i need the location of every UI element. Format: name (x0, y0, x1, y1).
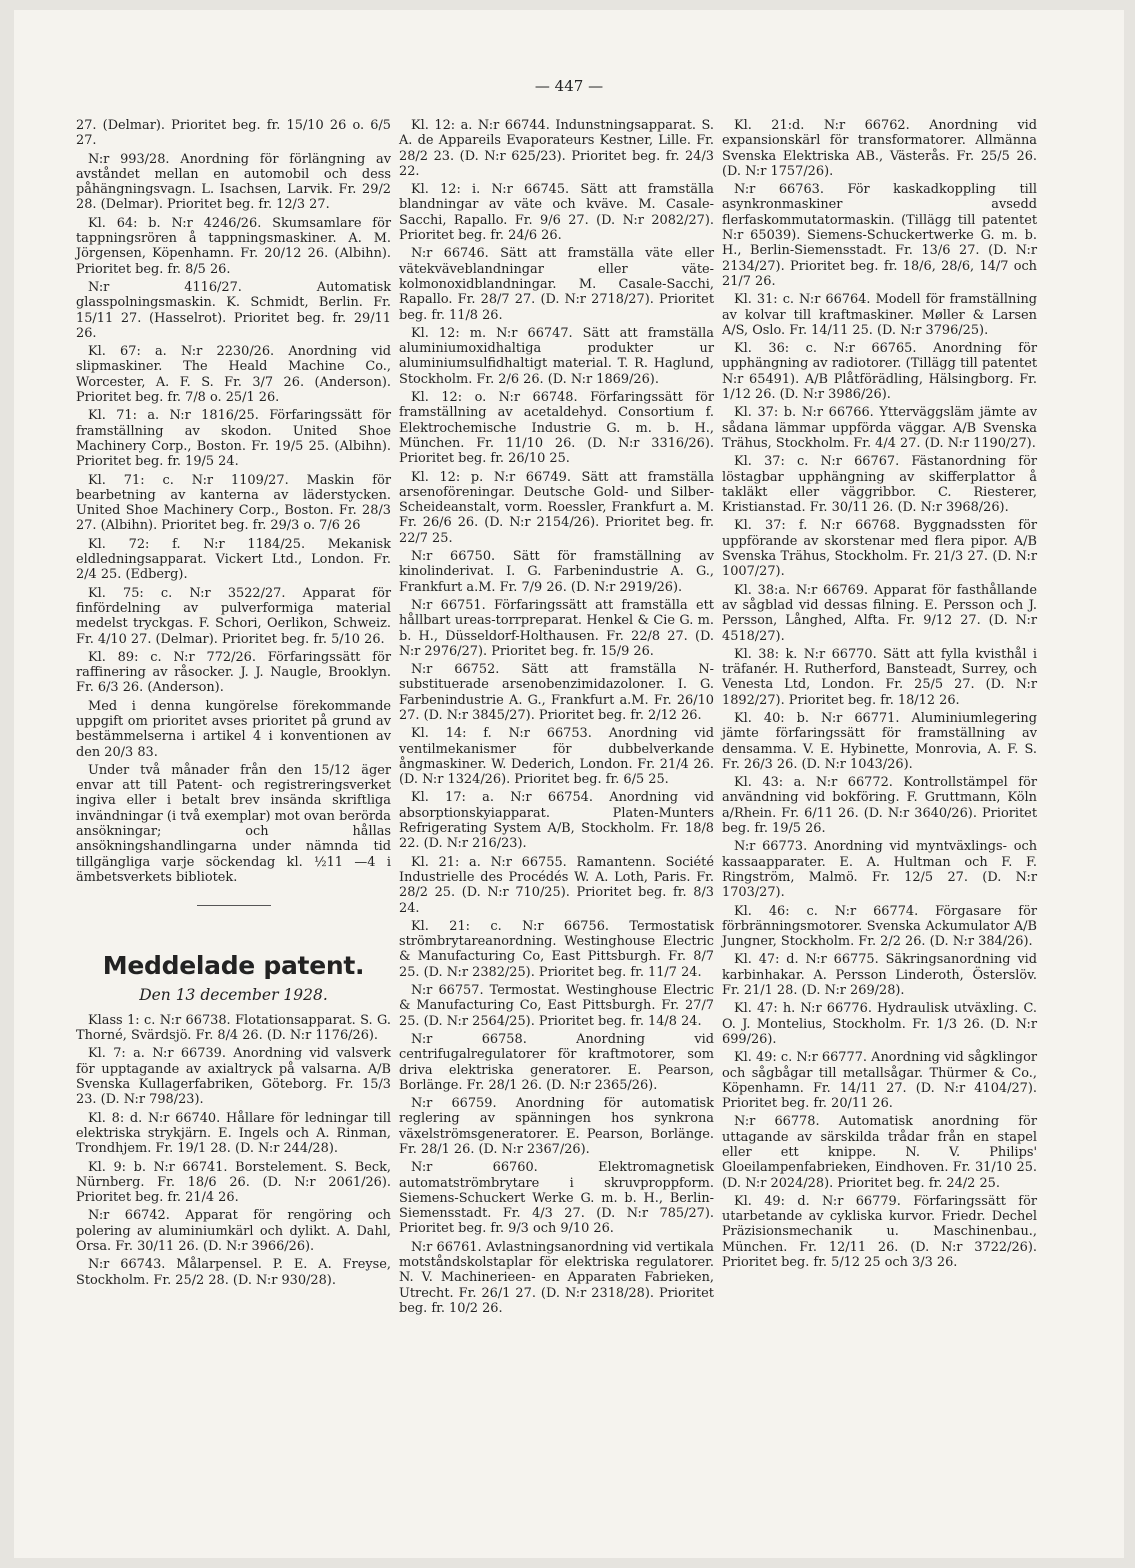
entry-p9: Kl. 75: c. N:r 3522/27. Apparat för finfördelning av pulverformiga material medelst tryckgas. F. Schori, Oerlikon, Schweiz. Fr. 4/10 27. (Delmar). Prioritet beg. fr. 5/10 26. (76, 585, 391, 647)
entry-r6: Kl. 12: p. N:r 66749. Sätt att framställa arsenoföreningar. Deutsche Gold- und Silber-Scheideanstalt, vorm. Roessler, Frankfurt a. M. Fr. 26/6 26. (D. N:r 2154/26). Prioritet beg. fr. 22/7 25. (399, 469, 714, 546)
entry-r11: Kl. 17: a. N:r 66754. Anordning vid absorptionskyiapparat. Platen-Munters Refrigerating System A/B, Stockholm. Fr. 18/8 22. (D. N:r 216/23). (399, 790, 714, 852)
entry-s12: N:r 66773. Anordning vid myntväxlings- och kassaapparater. E. A. Hultman och F. F. Ringström, Malmö. Fr. 12/5 27. (D. N:r 1703/27). (722, 839, 1037, 901)
entry-q1: Klass 1: c. N:r 66738. Flotationsapparat. S. G. Thorné, Svärdsjö. Fr. 8/4 26. (D. N:r 1176/26). (76, 1012, 391, 1044)
col1-entries (76, 118, 391, 885)
entry-q5: N:r 66742. Apparat för rengöring och polering av aluminiumkärl och dylikt. A. Dahl, Orsa. Fr. 30/11 26. (D. N:r 3966/26). (76, 1208, 391, 1254)
entry-s18: Kl. 49: d. N:r 66779. Förfaringssätt för utarbetande av cykliska kurvor. Friedr. Dechel Präzisionsmechanik u. Maschinenbau., München. Fr. 12/11 26. (D. N:r 3722/26). Prioritet beg. fr. 5/12 25 och 3/3 26. (722, 1193, 1037, 1271)
entry-s4: Kl. 36: c. N:r 66765. Anordning för upphängning av radiotorer. (Tillägg till patentet N:r 65491). A/B Plåtförädling, Hälsingborg. Fr. 1/12 26. (D. N:r 3986/26). (722, 341, 1037, 403)
entry-p4: N:r 4116/27. Automatisk glasspolningsmaskin. K. Schmidt, Berlin. Fr. 15/11 27. (Hasselrot). Prioritet beg. fr. 29/11 26. (76, 279, 391, 341)
entry-r18: N:r 66761. Avlastningsanordning vid vertikala motståndskolstaplar för elektriska regulatorer. N. V. Machinerieen- en Apparaten Fabrieken, Utrecht. Fr. 26/1 27. (D. N:r 2318/28). Prioritet beg. fr. 10/2 26. (399, 1239, 714, 1316)
document-page (14, 10, 1124, 1558)
entry-r1: Kl. 12: a. N:r 66744. Indunstningsapparat. S. A. de Appareils Evaporateurs Kestner, Lille. Fr. 28/2 23. (D. N:r 625/23). Prioritet beg. fr. 24/3 22. (399, 118, 714, 179)
col3-entries (722, 118, 1037, 1270)
entry-p5: Kl. 67: a. N:r 2230/26. Anordning vid slipmaskiner. The Heald Machine Co., Worcester, A. F. S. Fr. 3/7 26. (Anderson). Prioritet beg. fr. 7/8 o. 25/1 26. (76, 344, 391, 406)
entry-q4: Kl. 9: b. N:r 66741. Borstelement. S. Beck, Nürnberg. Fr. 18/6 26. (D. N:r 2061/26). Prioritet beg. fr. 21/4 26. (76, 1159, 391, 1206)
entry-s7: Kl. 37: f. N:r 66768. Byggnadssten för uppförande av skorstenar med flera pipor. A/B Svenska Trähus, Stockholm. Fr. 21/3 27. (D. N:r 1007/27). (722, 518, 1037, 580)
entry-p10: Kl. 89: c. N:r 772/26. Förfaringssätt för raffinering av råsocker. J. J. Naugle, Brooklyn. Fr. 6/3 26. (Anderson). (76, 649, 391, 696)
entry-s8: Kl. 38:a. N:r 66769. Apparat för fasthållande av sågblad vid dessas filning. E. Persson och J. Persson, Långhed, Alfta. Fr. 9/12 27. (D. N:r 4518/27). (722, 582, 1037, 644)
entry-r3: N:r 66746. Sätt att framställa väte eller vätekväveblandningar eller väte-kolmonoxidblandningar. M. Casale-Sacchi, Rapallo. Fr. 28/7 27. (D. N:r 2718/27). Prioritet beg. fr. 11/8 26. (399, 246, 714, 323)
column-2 (399, 118, 714, 1319)
entry-r14: N:r 66757. Termostat. Westinghouse Electric & Manufacturing Co, East Pittsburgh. Fr. 27/7 25. (D. N:r 2564/25). Prioritet beg. fr. 14/8 24. (399, 983, 714, 1029)
entry-r7: N:r 66750. Sätt för framställning av kinolinderivat. I. G. Farbenindustrie A. G., Frankfurt a.M. Fr. 7/9 26. (D. N:r 2919/26). (399, 549, 714, 595)
entry-r12: Kl. 21: a. N:r 66755. Ramantenn. Société Industrielle des Procédés W. A. Loth, Paris. Fr. 28/2 25. (D. N:r 710/25). Prioritet beg. fr. 8/3 24. (399, 854, 714, 916)
entry-r13: Kl. 21: c. N:r 66756. Termostatisk strömbrytareanordning. Westinghouse Electric & Manufacturing Co, East Pittsburgh. Fr. 8/7 25. (D. N:r 2382/25). Prioritet beg. fr. 11/7 24. (399, 918, 714, 980)
entry-p8: Kl. 72: f. N:r 1184/25. Mekanisk eldledningsapparat. Vickert Ltd., London. Fr. 2/4 25. (Edberg). (76, 536, 391, 583)
entry-r9: N:r 66752. Sätt att framställa N-substituerade arsenobenzimidazoloner. I. G. Farbenindustrie A. G., Frankfurt a.M. Fr. 26/10 27. (D. N:r 3845/27). Prioritet beg. fr. 2/12 26. (399, 662, 714, 723)
col1-patent-entries (76, 1013, 391, 1288)
entry-p3: Kl. 64: b. N:r 4246/26. Skumsamlare för tappningsrören å tappningsmaskiner. A. M. Jörgensen, Köpenhamn. Fr. 20/12 26. (Albihn). Prioritet beg. fr. 8/5 26. (76, 215, 391, 277)
entry-s2: N:r 66763. För kaskadkoppling till asynkronmaskiner avsedd flerfaskommutatormaskin. (Tillägg till patentet N:r 65039). Siemens-Schuckertwerke G. m. b. H., Berlin-Siemensstadt. Fr. 13/6 27. (D. N:r 2134/27). Prioritet beg. fr. 18/6, 28/6, 14/7 och 21/7 26. (722, 182, 1037, 289)
entry-r15: N:r 66758. Anordning vid centrifugalregulatorer för kraftmotorer, som driva elektriska generatorer. E. Pearson, Borlänge. Fr. 28/1 26. (D. N:r 2365/26). (399, 1031, 714, 1093)
entry-s11: Kl. 43: a. N:r 66772. Kontrollstämpel för användning vid bokföring. F. Gruttmann, Köln a/Rhein. Fr. 6/11 26. (D. N:r 3640/26). Prioritet beg. fr. 19/5 26. (722, 775, 1037, 837)
section-date: Den 13 december 1928. (139, 985, 328, 1004)
page-number: — 447 — (534, 77, 604, 95)
entry-s15: Kl. 47: h. N:r 66776. Hydraulisk utväxling. C. O. J. Montelius, Stockholm. Fr. 1/3 26. (D. N:r 699/26). (722, 1001, 1037, 1047)
entry-s10: Kl. 40: b. N:r 66771. Aluminiumlegering jämte förfaringssätt för framställning av densamma. V. E. Hybinette, Monrovia, A. F. S. Fr. 26/3 26. (D. N:r 1043/26). (722, 710, 1037, 772)
entry-s13: Kl. 46: c. N:r 66774. Förgasare för förbränningsmotorer. Svenska Ackumulator A/B Jungner, Stockholm. Fr. 2/2 26. (D. N:r 384/26). (722, 903, 1037, 950)
entry-s6: Kl. 37: c. N:r 66767. Fästanordning för löstagbar upphängning av skifferplattor å takläkt eller väggribbor. C. Riesterer, Kristianstad. Fr. 30/11 26. (D. N:r 3968/26). (722, 454, 1037, 516)
entry-p12: Under två månader från den 15/12 äger envar att till Patent- och registreringsverket ingiva eller i betalt brev insända skriftliga invändningar (i två exemplar) mot ovan berörda ansökningar; och hållas ansökningshandlingarna under nämnda tid tillgängliga varje söckendag kl. ½11 —4 i ämbetsverkets bibliotek. (76, 762, 391, 885)
entry-r5: Kl. 12: o. N:r 66748. Förfaringssätt för framställning av acetaldehyd. Consortium f. Elektrochemische Industrie G. m. b. H., München. Fr. 11/10 26. (D. N:r 3316/26). Prioritet beg. fr. 26/10 25. (399, 390, 714, 467)
entry-p7: Kl. 71: c. N:r 1109/27. Maskin för bearbetning av kanterna av läderstycken. United Shoe Machinery Corp., Boston. Fr. 28/3 27. (Albihn). Prioritet beg. fr. 29/3 o. 7/6 26 (76, 472, 391, 534)
entry-s5: Kl. 37: b. N:r 66766. Ytterväggsläm jämte av sådana lämmar uppförda väggar. A/B Svenska Trähus, Stockholm. Fr. 4/4 27. (D. N:r 1190/27). (722, 405, 1037, 451)
column-3 (722, 118, 1037, 1273)
entry-s1: Kl. 21:d. N:r 66762. Anordning vid expansionskärl för transformatorer. Allmänna Svenska Elektriska AB., Västerås. Fr. 25/5 26. (D. N:r 1757/26). (722, 118, 1037, 179)
col2-entries (399, 118, 714, 1316)
entry-r2: Kl. 12: i. N:r 66745. Sätt att framställa blandningar av väte och kväve. M. Casale-Sacchi, Rapallo. Fr. 9/6 27. (D. N:r 2082/27). Prioritet beg. fr. 24/6 26. (399, 182, 714, 244)
entry-r17: N:r 66760. Elektromagnetisk automatströmbrytare i skruvproppform. Siemens-Schuckert Werke G. m. b. H., Berlin-Siemensstadt. Fr. 4/3 27. (D. N:r 785/27). Prioritet beg. fr. 9/3 och 9/10 26. (399, 1160, 714, 1237)
entry-r4: Kl. 12: m. N:r 66747. Sätt att framställa aluminiumoxidhaltiga produkter ur aluminiumsulfidhaltigt material. T. R. Haglund, Stockholm. Fr. 2/6 26. (D. N:r 1869/26). (399, 325, 714, 387)
entry-s3: Kl. 31: c. N:r 66764. Modell för framställning av kolvar till kraftmaskiner. Møller & Larsen A/S, Oslo. Fr. 14/11 25. (D. N:r 3796/25). (722, 292, 1037, 338)
entry-r16: N:r 66759. Anordning för automatisk reglering av spänningen hos synkrona växelströmsgeneratorer. E. Pearson, Borlänge. Fr. 28/1 26. (D. N:r 2367/26). (399, 1096, 714, 1157)
entry-p6: Kl. 71: a. N:r 1816/25. Förfaringssätt för framställning av skodon. United Shoe Machinery Corp., Boston. Fr. 19/5 25. (Albihn). Prioritet beg. fr. 19/5 24. (76, 408, 391, 470)
entry-p11: Med i denna kungörelse förekommande uppgift om prioritet avses prioritet på grund av bestämmelserna i artikel 4 i konventionen av den 20/3 83. (76, 698, 391, 760)
entry-s17: N:r 66778. Automatisk anordning för uttagande av särskilda trådar från en stapel eller ett knippe. N. V. Philips' Gloeilampenfabrieken, Eindhoven. Fr. 31/10 25. (D. N:r 2024/28). Prioritet beg. fr. 24/2 25. (722, 1114, 1037, 1191)
entry-q3: Kl. 8: d. N:r 66740. Hållare för ledningar till elektriska strykjärn. E. Ingels och A. Rinman, Trondhjem. Fr. 19/1 28. (D. N:r 244/28). (76, 1110, 391, 1157)
section-title: Meddelade patent. (102, 951, 365, 981)
entry-q2: Kl. 7: a. N:r 66739. Anordning vid valsverk för upptagande av axialtryck på valsarna. A/B Svenska Kullagerfabriken, Göteborg. Fr. 15/3 23. (D. N:r 798/23). (76, 1046, 391, 1108)
section-divider (197, 905, 271, 906)
entry-r10: Kl. 14: f. N:r 66753. Anordning vid ventilmekanismer för dubbelverkande ångmaskiner. W. Dederich, London. Fr. 21/4 26. (D. N:r 1324/26). Prioritet beg. fr. 6/5 25. (399, 726, 714, 788)
entry-r8: N:r 66751. Förfaringssätt att framställa ett hållbart ureas-torrpreparat. Henkel & Cie G. m. b. H., Düsseldorf-Holthausen. Fr. 22/8 27. (D. N:r 2976/27). Prioritet beg. fr. 15/9 26. (399, 597, 714, 659)
entry-p1: 27. (Delmar). Prioritet beg. fr. 15/10 26 o. 6/5 27. (76, 118, 391, 149)
entry-p2: N:r 993/28. Anordning för förlängning av avståndet mellan en automobil och dess påhängningsvagn. L. Isachsen, Larvik. Fr. 29/2 28. (Delmar). Prioritet beg. fr. 12/3 27. (76, 151, 391, 213)
column-1 (76, 118, 391, 1291)
entry-s16: Kl. 49: c. N:r 66777. Anordning vid sågklingor och sågbågar till metallsågar. Thürmer & Co., Köpenhamn. Fr. 14/11 27. (D. N:r 4104/27). Prioritet beg. fr. 20/11 26. (722, 1050, 1037, 1112)
entry-q6: N:r 66743. Målarpensel. P. E. A. Freyse, Stockholm. Fr. 25/2 28. (D. N:r 930/28). (76, 1257, 391, 1288)
entry-s14: Kl. 47: d. N:r 66775. Säkringsanordning vid karbinhakar. A. Persson Linderoth, Österslöv. Fr. 21/1 28. (D. N:r 269/28). (722, 952, 1037, 999)
entry-s9: Kl. 38: k. N:r 66770. Sätt att fylla kvisthål i träfanér. H. Rutherford, Bansteadt, Surrey, och Venesta Ltd, London. Fr. 25/5 27. (D. N:r 1892/27). Prioritet beg. fr. 18/12 26. (722, 646, 1037, 708)
